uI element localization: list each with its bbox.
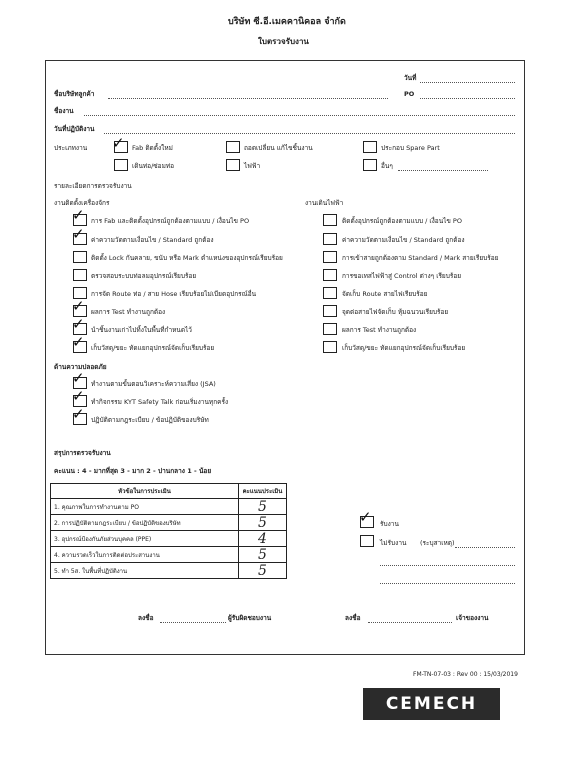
topic-cell: 2. การปฏิบัติตามกฎระเบียบ / ข้อปฏิบัติของบริษัท — [51, 515, 239, 531]
reject-reason-field[interactable] — [455, 547, 515, 548]
mech-item-1: การ Fab และติดตั้งอุปกรณ์ถูกต้องตามแบบ / เงื่อนไข PO — [91, 217, 250, 225]
col-score-header: คะแนนประเมิน — [239, 484, 287, 499]
check-mark-icon: ✓ — [112, 134, 125, 152]
score-cell[interactable] — [239, 515, 287, 531]
elec-item-4: การขอเทสไฟฟ้าสู่ Control ต่างๆ เรียบร้อย — [342, 272, 462, 280]
elec-item-6: จุดต่อสายไฟจัดเก็บ หุ้มฉนวนเรียบร้อย — [342, 308, 449, 316]
score-scale: คะแนน : 4 - มากที่สุด 3 - มาก 2 - ปานกลาง 1 - น้อย — [54, 467, 212, 475]
elec-item-1: ติดตั้งอุปกรณ์ถูกต้องตามแบบ / เงื่อนไข PO — [342, 217, 462, 225]
work-date-label: วันที่ปฏิบัติงาน — [54, 125, 95, 133]
summary-title: สรุปการตรวจรับงาน — [54, 449, 111, 457]
work-date-field[interactable] — [104, 133, 515, 134]
other-field[interactable] — [398, 170, 488, 171]
customer-field[interactable] — [108, 98, 388, 99]
evaluation-table — [50, 483, 287, 579]
check-mark-icon: ✓ — [72, 225, 85, 243]
mech-checkbox-3[interactable] — [73, 251, 87, 263]
mech-item-7: นำชิ้นงานเก่าไปทิ้งในพื้นที่กำหนดไว้ — [91, 326, 192, 334]
table-row — [51, 531, 287, 547]
topic-cell: 3. อุปกรณ์ป้องกันภัยส่วนบุคคล (PPE) — [51, 531, 239, 547]
work-type-checkbox-electric[interactable] — [226, 159, 240, 171]
check-mark-icon: ✓ — [72, 369, 85, 387]
date-field[interactable] — [420, 82, 515, 83]
score-value: 5 — [258, 562, 267, 579]
reject-reason-line[interactable] — [380, 565, 515, 566]
reject-checkbox[interactable] — [360, 535, 374, 547]
check-mark-icon: ✓ — [359, 508, 372, 526]
document-title: ใบตรวจรับงาน — [258, 37, 309, 46]
cemech-logo: CEMECH — [363, 688, 500, 720]
work-type-label-pipe: เดินท่อ/ซ่อมท่อ — [132, 162, 175, 170]
check-mark-icon: ✓ — [72, 206, 85, 224]
elec-checkbox-5[interactable] — [323, 287, 337, 299]
mech-item-4: ตรวจสอบระบบท่อลมอุปกรณ์เรียบร้อย — [91, 272, 197, 280]
signature-role-left: ผู้รับผิดชอบงาน — [228, 614, 272, 622]
safety-item-1: ทำงานตามขั้นตอนวิเคราะห์ความเสี่ยง (JSA) — [91, 380, 216, 388]
score-value: 5 — [258, 498, 267, 515]
work-type-label: ประเภทงาน — [54, 144, 88, 152]
work-type-checkbox-replace[interactable] — [226, 141, 240, 153]
accept-label: รับงาน — [380, 520, 399, 528]
mech-item-5: การจัด Route ท่อ / สาย Hose เรียบร้อยไม่เบียดอุปกรณ์อื่น — [91, 290, 257, 298]
check-mark-icon: ✓ — [72, 405, 85, 423]
check-mark-icon: ✓ — [72, 315, 85, 333]
mech-checkbox-4[interactable] — [73, 269, 87, 281]
work-type-label-electric: ไฟฟ้า — [244, 162, 261, 170]
table-row — [51, 547, 287, 563]
reject-reason-line[interactable] — [380, 583, 515, 584]
form-code: FM-TN-07-03 : Rev 00 : 15/03/2019 — [413, 671, 518, 678]
work-type-label-spare: ประกอบ Spare Part — [381, 144, 440, 152]
work-type-checkbox-spare[interactable] — [363, 141, 377, 153]
elec-checkbox-8[interactable] — [323, 341, 337, 353]
inspection-title: รายละเอียดการตรวจรับงาน — [54, 182, 132, 190]
elec-item-2: ค่าความวัดตามเงื่อนไข / Standard ถูกต้อง — [342, 236, 465, 244]
safety-item-2: ทำกิจกรรม KYT Safety Talk ก่อนเริ่มงานทุกครั้ง — [91, 398, 229, 406]
elec-checkbox-3[interactable] — [323, 251, 337, 263]
po-field[interactable] — [420, 98, 515, 99]
topic-cell: 1. คุณภาพในการทำงานตาม PO — [51, 499, 239, 515]
signature-field-right[interactable] — [368, 622, 452, 623]
job-label: ชื่องาน — [54, 107, 74, 115]
safety-section-title: ด้านความปลอดภัย — [54, 363, 107, 371]
table-row — [51, 499, 287, 515]
signature-role-right: เจ้าของงาน — [456, 614, 489, 622]
score-value: 5 — [258, 514, 267, 531]
signature-label-left: ลงชื่อ — [138, 614, 154, 622]
mech-item-3: ติดตั้ง Lock กันคลาย, ขนับ หรือ Mark ตำแหน่งของอุปกรณ์เรียบร้อย — [91, 254, 283, 262]
company-name: บริษัท ซี.อี.เมคคานิคอล จำกัด — [228, 17, 346, 27]
date-label: วันที่ — [404, 74, 417, 82]
mech-item-2: ค่าความวัดตามเงื่อนไข / Standard ถูกต้อง — [91, 236, 214, 244]
score-cell[interactable] — [239, 531, 287, 547]
elec-item-3: การเข้าสายถูกต้องตาม Standard / Mark สายเรียบร้อย — [342, 254, 499, 262]
work-type-label-other: อื่นๆ — [381, 162, 393, 170]
col-topic-header: หัวข้อในการประเมิน — [51, 484, 239, 499]
score-cell[interactable] — [239, 499, 287, 515]
elec-checkbox-2[interactable] — [323, 233, 337, 245]
topic-cell: 4. ความรวดเร็วในการติดต่อประสานงาน — [51, 547, 239, 563]
table-row — [51, 563, 287, 579]
elec-checkbox-6[interactable] — [323, 305, 337, 317]
elec-section-title: งานเดินไฟฟ้า — [305, 199, 344, 207]
customer-label: ชื่อบริษัทลูกค้า — [54, 90, 95, 98]
topic-cell: 5. ทำ 5ส. ในพื้นที่ปฏิบัติงาน — [51, 563, 239, 579]
reject-label: ไม่รับงาน — [380, 539, 407, 547]
signature-field-left[interactable] — [160, 622, 226, 623]
elec-item-8: เก็บวัสดุ/ขยะ ทัดแยกอุปกรณ์จัดเก็บเรียบร้อย — [342, 344, 466, 352]
score-cell[interactable] — [239, 563, 287, 579]
table-row — [51, 515, 287, 531]
score-value: 5 — [258, 546, 267, 563]
check-mark-icon: ✓ — [72, 297, 85, 315]
elec-checkbox-1[interactable] — [323, 214, 337, 226]
mech-item-6: ผลการ Test ทำงานถูกต้อง — [91, 308, 166, 316]
job-field[interactable] — [84, 115, 515, 116]
reject-note: (ระบุสาเหตุ) — [420, 539, 455, 547]
signature-label-right: ลงชื่อ — [345, 614, 361, 622]
elec-item-7: ผลการ Test ทำงานถูกต้อง — [342, 326, 417, 334]
work-type-checkbox-pipe[interactable] — [114, 159, 128, 171]
po-label: PO — [404, 90, 415, 98]
mech-section-title: งานติดตั้งเครื่องจักร — [54, 199, 110, 207]
work-type-checkbox-other[interactable] — [363, 159, 377, 171]
elec-item-5: จัดเก็บ Route สายไฟเรียบร้อย — [342, 290, 428, 298]
elec-checkbox-7[interactable] — [323, 323, 337, 335]
elec-checkbox-4[interactable] — [323, 269, 337, 281]
score-cell[interactable] — [239, 547, 287, 563]
check-mark-icon: ✓ — [72, 387, 85, 405]
score-value: 4 — [258, 530, 267, 547]
mech-item-8: เก็บวัสดุ/ขยะ ทัดแยกอุปกรณ์จัดเก็บเรียบร้อย — [91, 344, 215, 352]
work-type-label-fab: Fab ติดตั้งใหม่ — [132, 144, 173, 152]
safety-item-3: ปฏิบัติตามกฎระเบียบ / ข้อปฏิบัติของบริษัท — [91, 416, 209, 424]
check-mark-icon: ✓ — [72, 333, 85, 351]
work-type-label-replace: ถอดเปลี่ยน แก้ไขชิ้นงาน — [244, 144, 313, 152]
